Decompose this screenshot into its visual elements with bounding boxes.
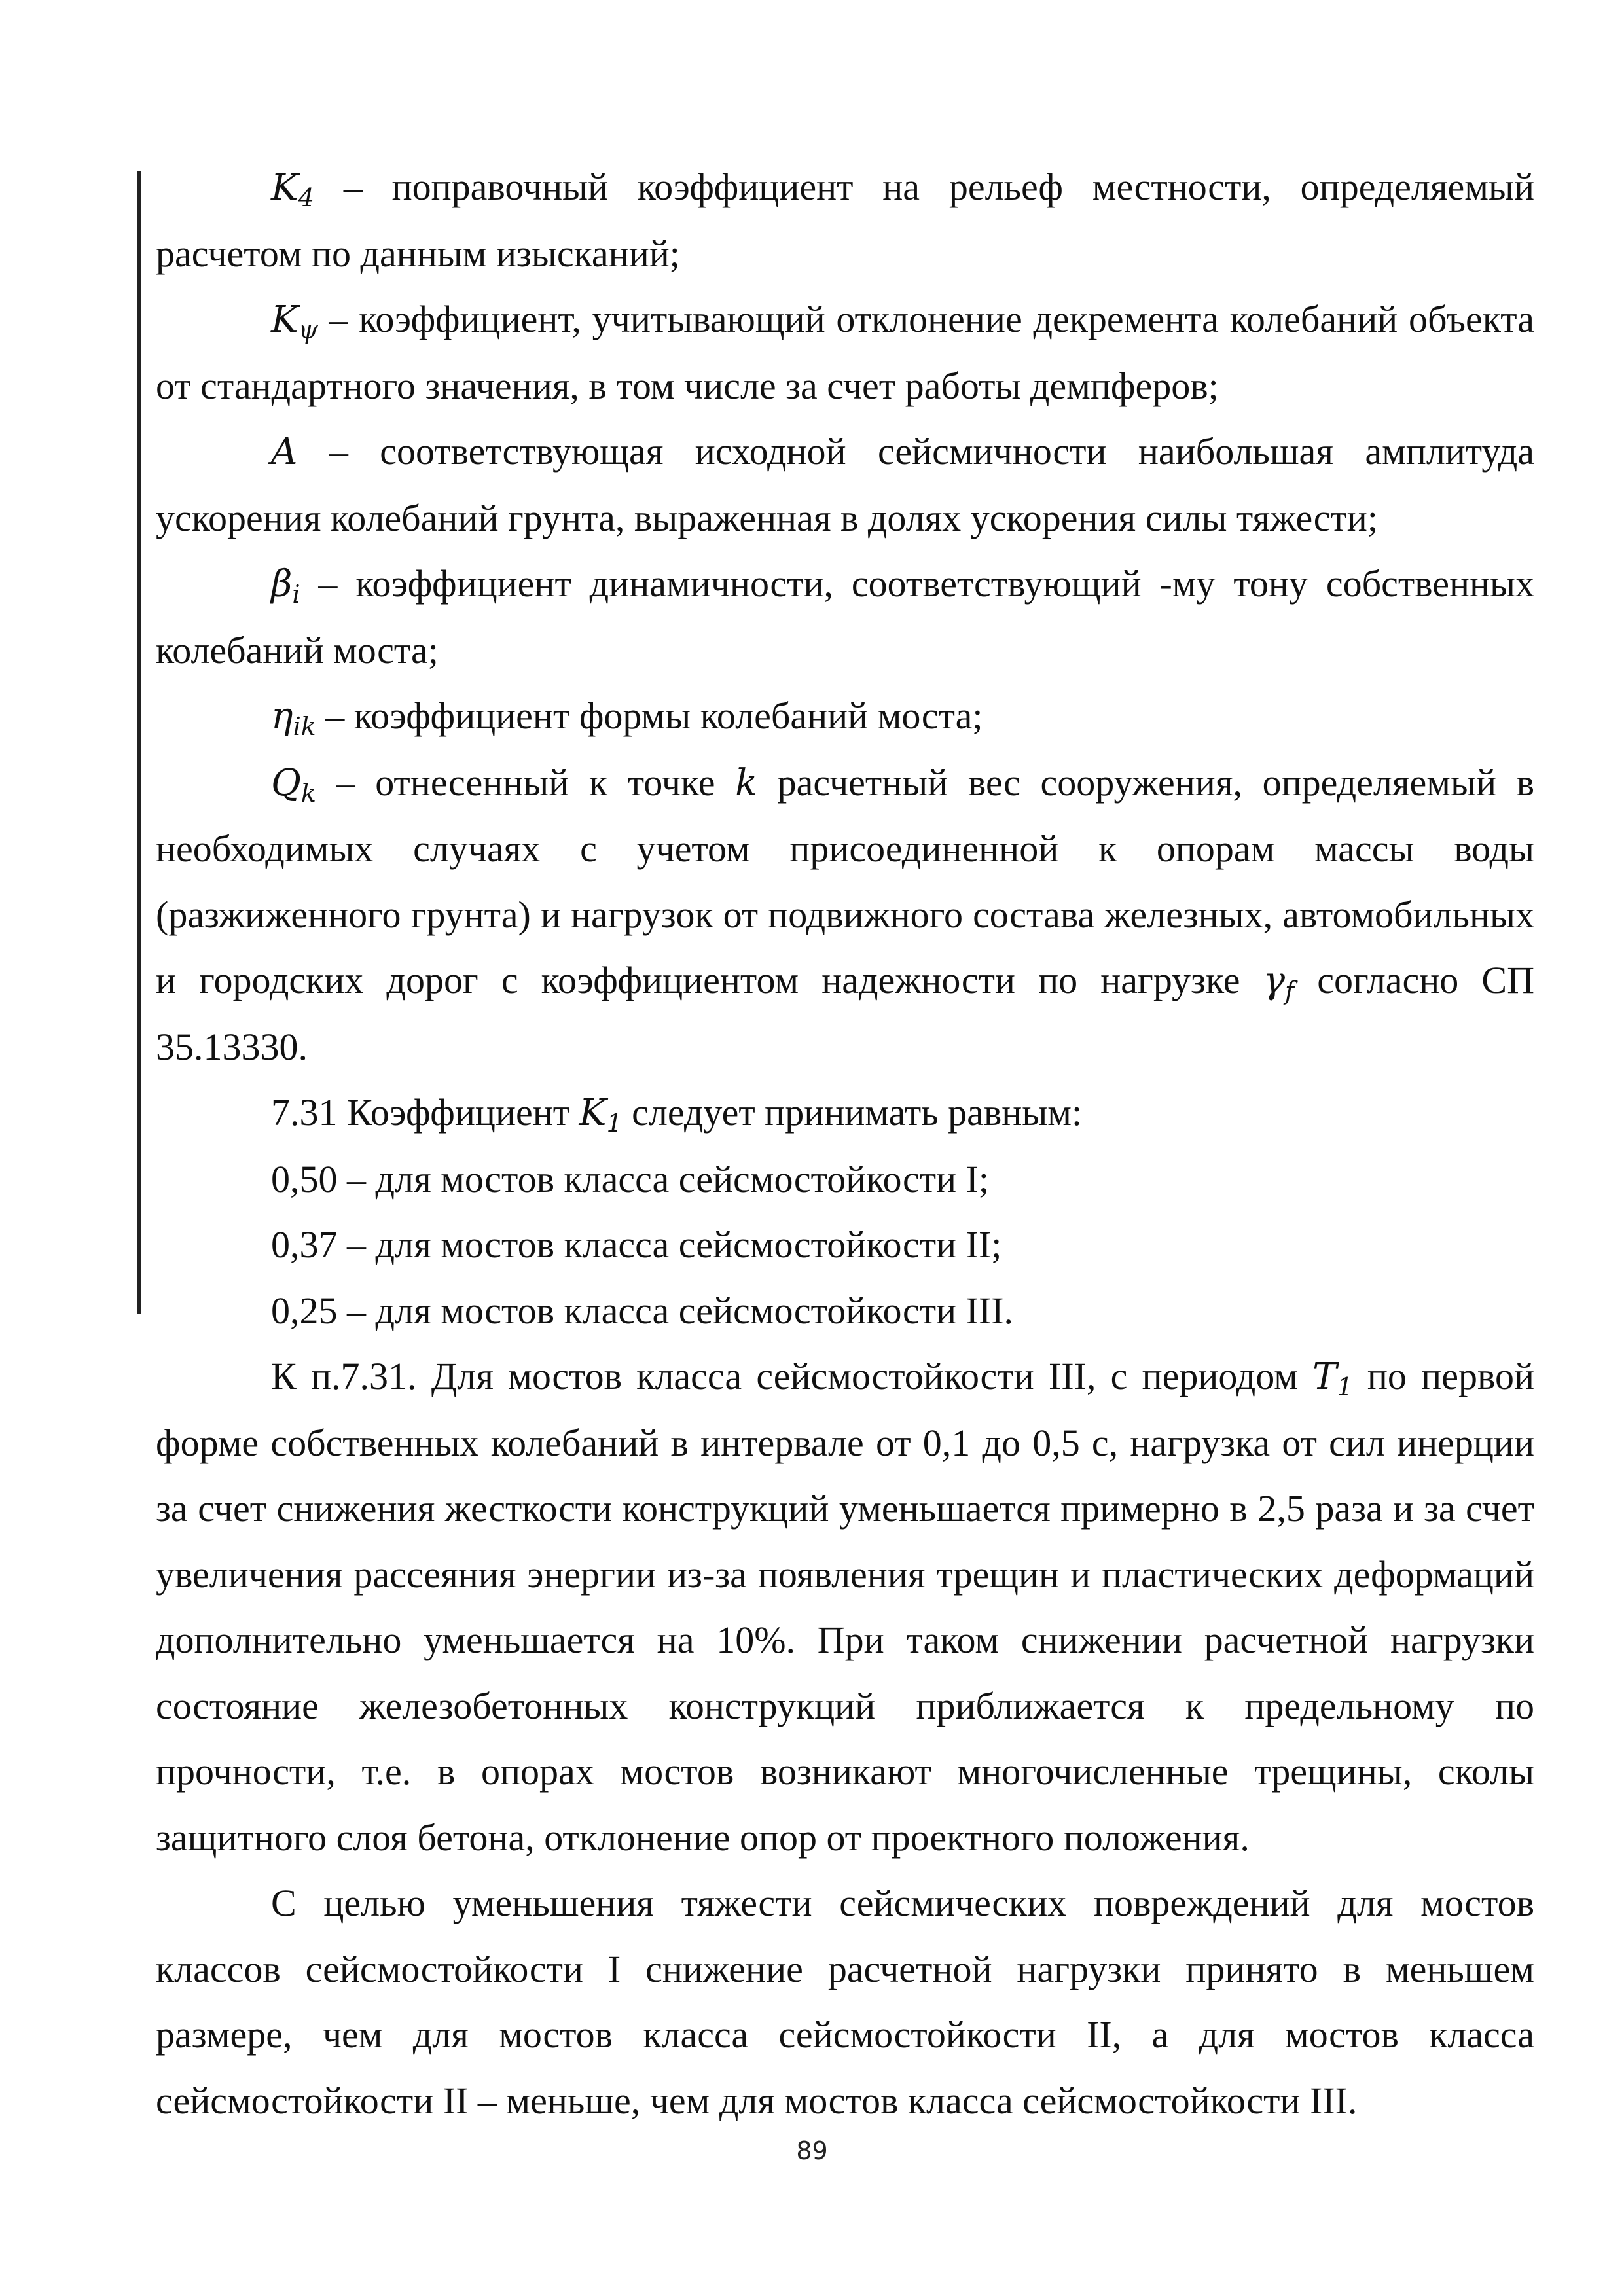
definition-eta: $\eta_{ik}$ – коэффициент формы колебаний моста; (271, 694, 983, 741)
symbol-k: k (735, 761, 758, 804)
definition-a: A – соответствующая исходной сейсмичности наибольшая амплитуда ускорения колебаний грунта, выраженная в долях ускорения силы тяжести; (156, 430, 1534, 539)
symbol-t1: $T_1$ (1312, 1355, 1353, 1401)
symbol: $\eta_{ik}$ (271, 695, 316, 741)
symbol-gamma: $\gamma_f$ (1263, 960, 1295, 1005)
symbol: $Q_k$ (271, 761, 316, 808)
value-line: 0,37 – для мостов класса сейсмостойкости II; (271, 1223, 1002, 1266)
commentary-paragraph: К п.7.31. Для мостов класса сейсмостойкости III, с периодом $T_1$ по первой форме собственных колебаний в интервале от 0,1 до 0,5 с, нагрузка от сил инерции за счет снижения жесткости конструкций уменьшается примерно в 2,5 раза и за счет увеличения рассеяния энергии из-за появления трещин и пластических деформаций дополнительно уменьшается на 10%. При таком снижении расчетной нагрузки состояние железобетонных конструкций приближается к предельному по прочности, т.е. в опорах мостов возникают многочисленные трещины, сколы защитного слоя бетона, отклонение опор от проектного положения. (156, 1355, 1534, 1859)
definition-qk: $Q_k$ – отнесенный к точке k расчетный вес сооружения, определяемый в необходимых случаях с учетом присоединенной к опорам массы воды (разжиженного грунта) и нагрузок от подвижного состава железных, автомобильных и городских дорог с коэффициентом надежности по нагрузке $\gamma_f$ согласно СП 35.13330. (156, 761, 1534, 1068)
clause-7-31: 7.31 Коэффициент $K_1$ следует принимать равным: (271, 1091, 1083, 1138)
value-line: 0,25 – для мостов класса сейсмостойкости III. (271, 1289, 1014, 1332)
symbol: A (271, 431, 298, 473)
symbol-k1: $K_1$ (579, 1092, 623, 1138)
symbol: $K_\psi$ (271, 298, 318, 344)
definition-k4: $K_4$ – поправочный коэффициент на рельеф местности, определяемый расчетом по данным изысканий; (156, 166, 1534, 275)
body-text (156, 154, 1534, 2134)
symbol: $K_4$ (271, 166, 315, 212)
symbol: $\beta_i$ (271, 563, 300, 609)
value-line: 0,50 – для мостов класса сейсмостойкости I; (271, 1157, 990, 1200)
revision-margin-bar (137, 171, 141, 1314)
definition-beta: $\beta_i$ – коэффициент динамичности, соответствующий -му тону собственных колебаний моста; (156, 562, 1534, 672)
definition-kpsi: $K_\psi$ – коэффициент, учитывающий отклонение декремента колебаний объекта от стандартного значения, в том числе за счет работы демпферов; (156, 298, 1534, 407)
page-number: 89 (796, 2136, 828, 2165)
final-paragraph: С целью уменьшения тяжести сейсмических повреждений для мостов классов сейсмостойкости I снижение расчетной нагрузки принято в меньшем размере, чем для мостов класса сейсмостойкости II, а для мостов класса сейсмостойкости II – меньше, чем для мостов класса сейсмостойкости III. (156, 1882, 1534, 2122)
